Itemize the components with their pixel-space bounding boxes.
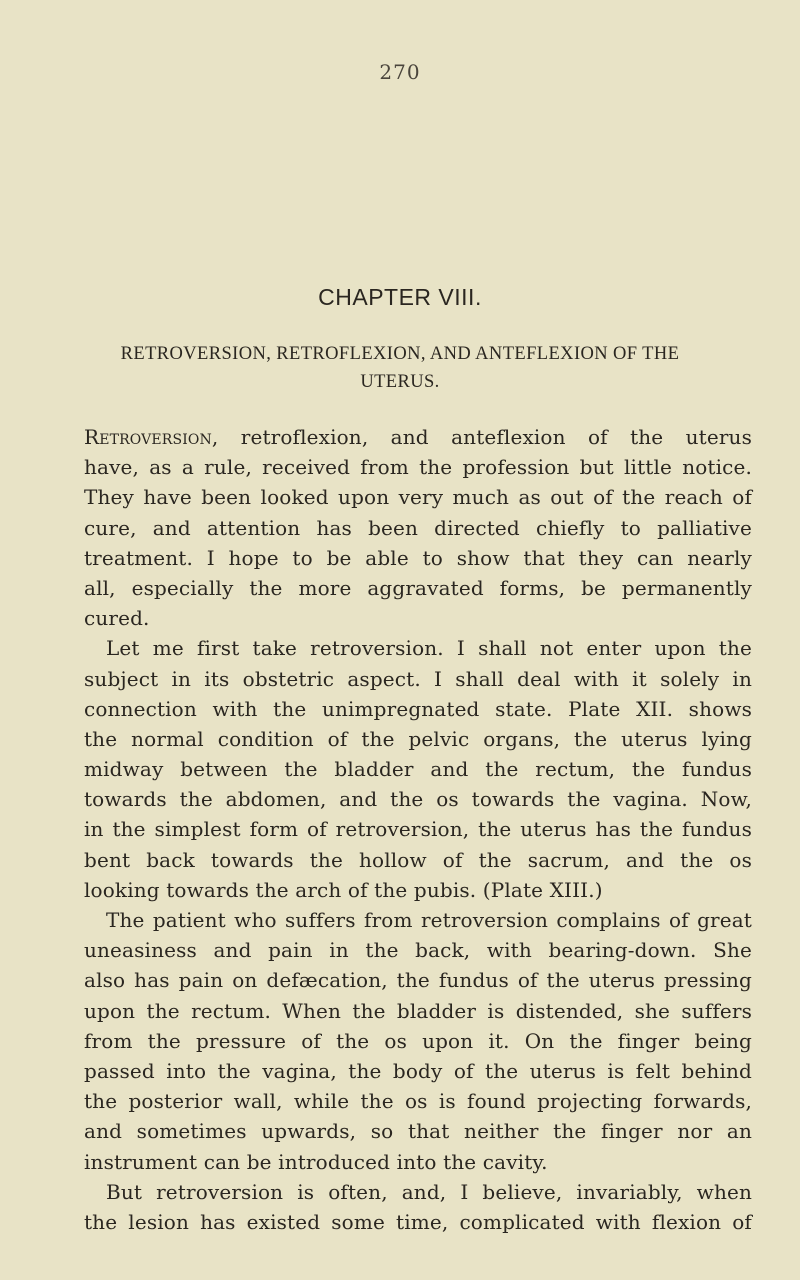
text-line: midway between the bladder and the rectum, the fundus: [84, 757, 752, 782]
text-line: connection with the unimpregnated state. Plate XII. shows: [84, 696, 752, 721]
text-line: upon the rectum. When the bladder is distended, she suffers: [84, 998, 752, 1023]
text-line: instrument can be introduced into the cavity.: [84, 1149, 548, 1174]
text-line: towards the abdomen, and the os towards the vagina. Now,: [84, 787, 752, 812]
text-line: from the pressure of the os upon it. On the finger being: [84, 1028, 752, 1053]
text-line: all, especially the more aggravated forms, be permanently: [84, 575, 752, 600]
text-line: uneasiness and pain in the back, with bearing-down. She: [84, 938, 752, 963]
text-line: They have been looked upon very much as out of the reach of: [84, 485, 752, 510]
text-line: cured.: [84, 606, 150, 631]
section-title: RETROVERSION, RETROFLEXION, AND ANTEFLEXION OF THE UTERUS.: [120, 344, 680, 392]
text-line: [84, 422, 752, 452]
lead-word: Retroversion,: [84, 425, 219, 449]
text-line: the posterior wall, while the os is found projecting forwards,: [84, 1089, 752, 1114]
text-line: The patient who suffers from retroversion complains of great: [106, 908, 752, 932]
text-line: bent back towards the hollow of the sacrum, and the os: [84, 847, 752, 872]
text-line: also has pain on defæcation, the fundus of the uterus pressing: [84, 968, 752, 993]
chapter-title: CHAPTER VIII.: [318, 284, 482, 310]
text-line: subject in its obstetric aspect. I shall deal with it solely in: [84, 666, 752, 691]
page-number: 270: [379, 60, 421, 84]
text-line: looking towards the arch of the pubis. (Plate XIII.): [84, 877, 603, 902]
body-text: [84, 422, 752, 1237]
text-line: the lesion has existed some time, complicated with flexion of: [84, 1209, 752, 1234]
text-line: have, as a rule, received from the profession but little notice.: [84, 455, 752, 480]
text-line: Let me first take retroversion. I shall not enter upon the: [106, 636, 752, 661]
text-line: passed into the vagina, the body of the uterus is felt behind: [84, 1058, 752, 1083]
text-line: in the simplest form of retroversion, the uterus has the fundus: [84, 817, 752, 842]
text-line: and sometimes upwards, so that neither the finger nor an: [84, 1119, 752, 1144]
first-line-rest: retroflexion, and anteflexion of the uterus: [240, 425, 752, 449]
text-line: treatment. I hope to be able to show that they can nearly: [84, 545, 752, 570]
text-line: But retroversion is often, and, I believe, invariably, when: [106, 1179, 752, 1204]
text-line: cure, and attention has been directed chiefly to palliative: [84, 515, 752, 540]
text-line: the normal condition of the pelvic organs, the uterus lying: [84, 726, 752, 751]
